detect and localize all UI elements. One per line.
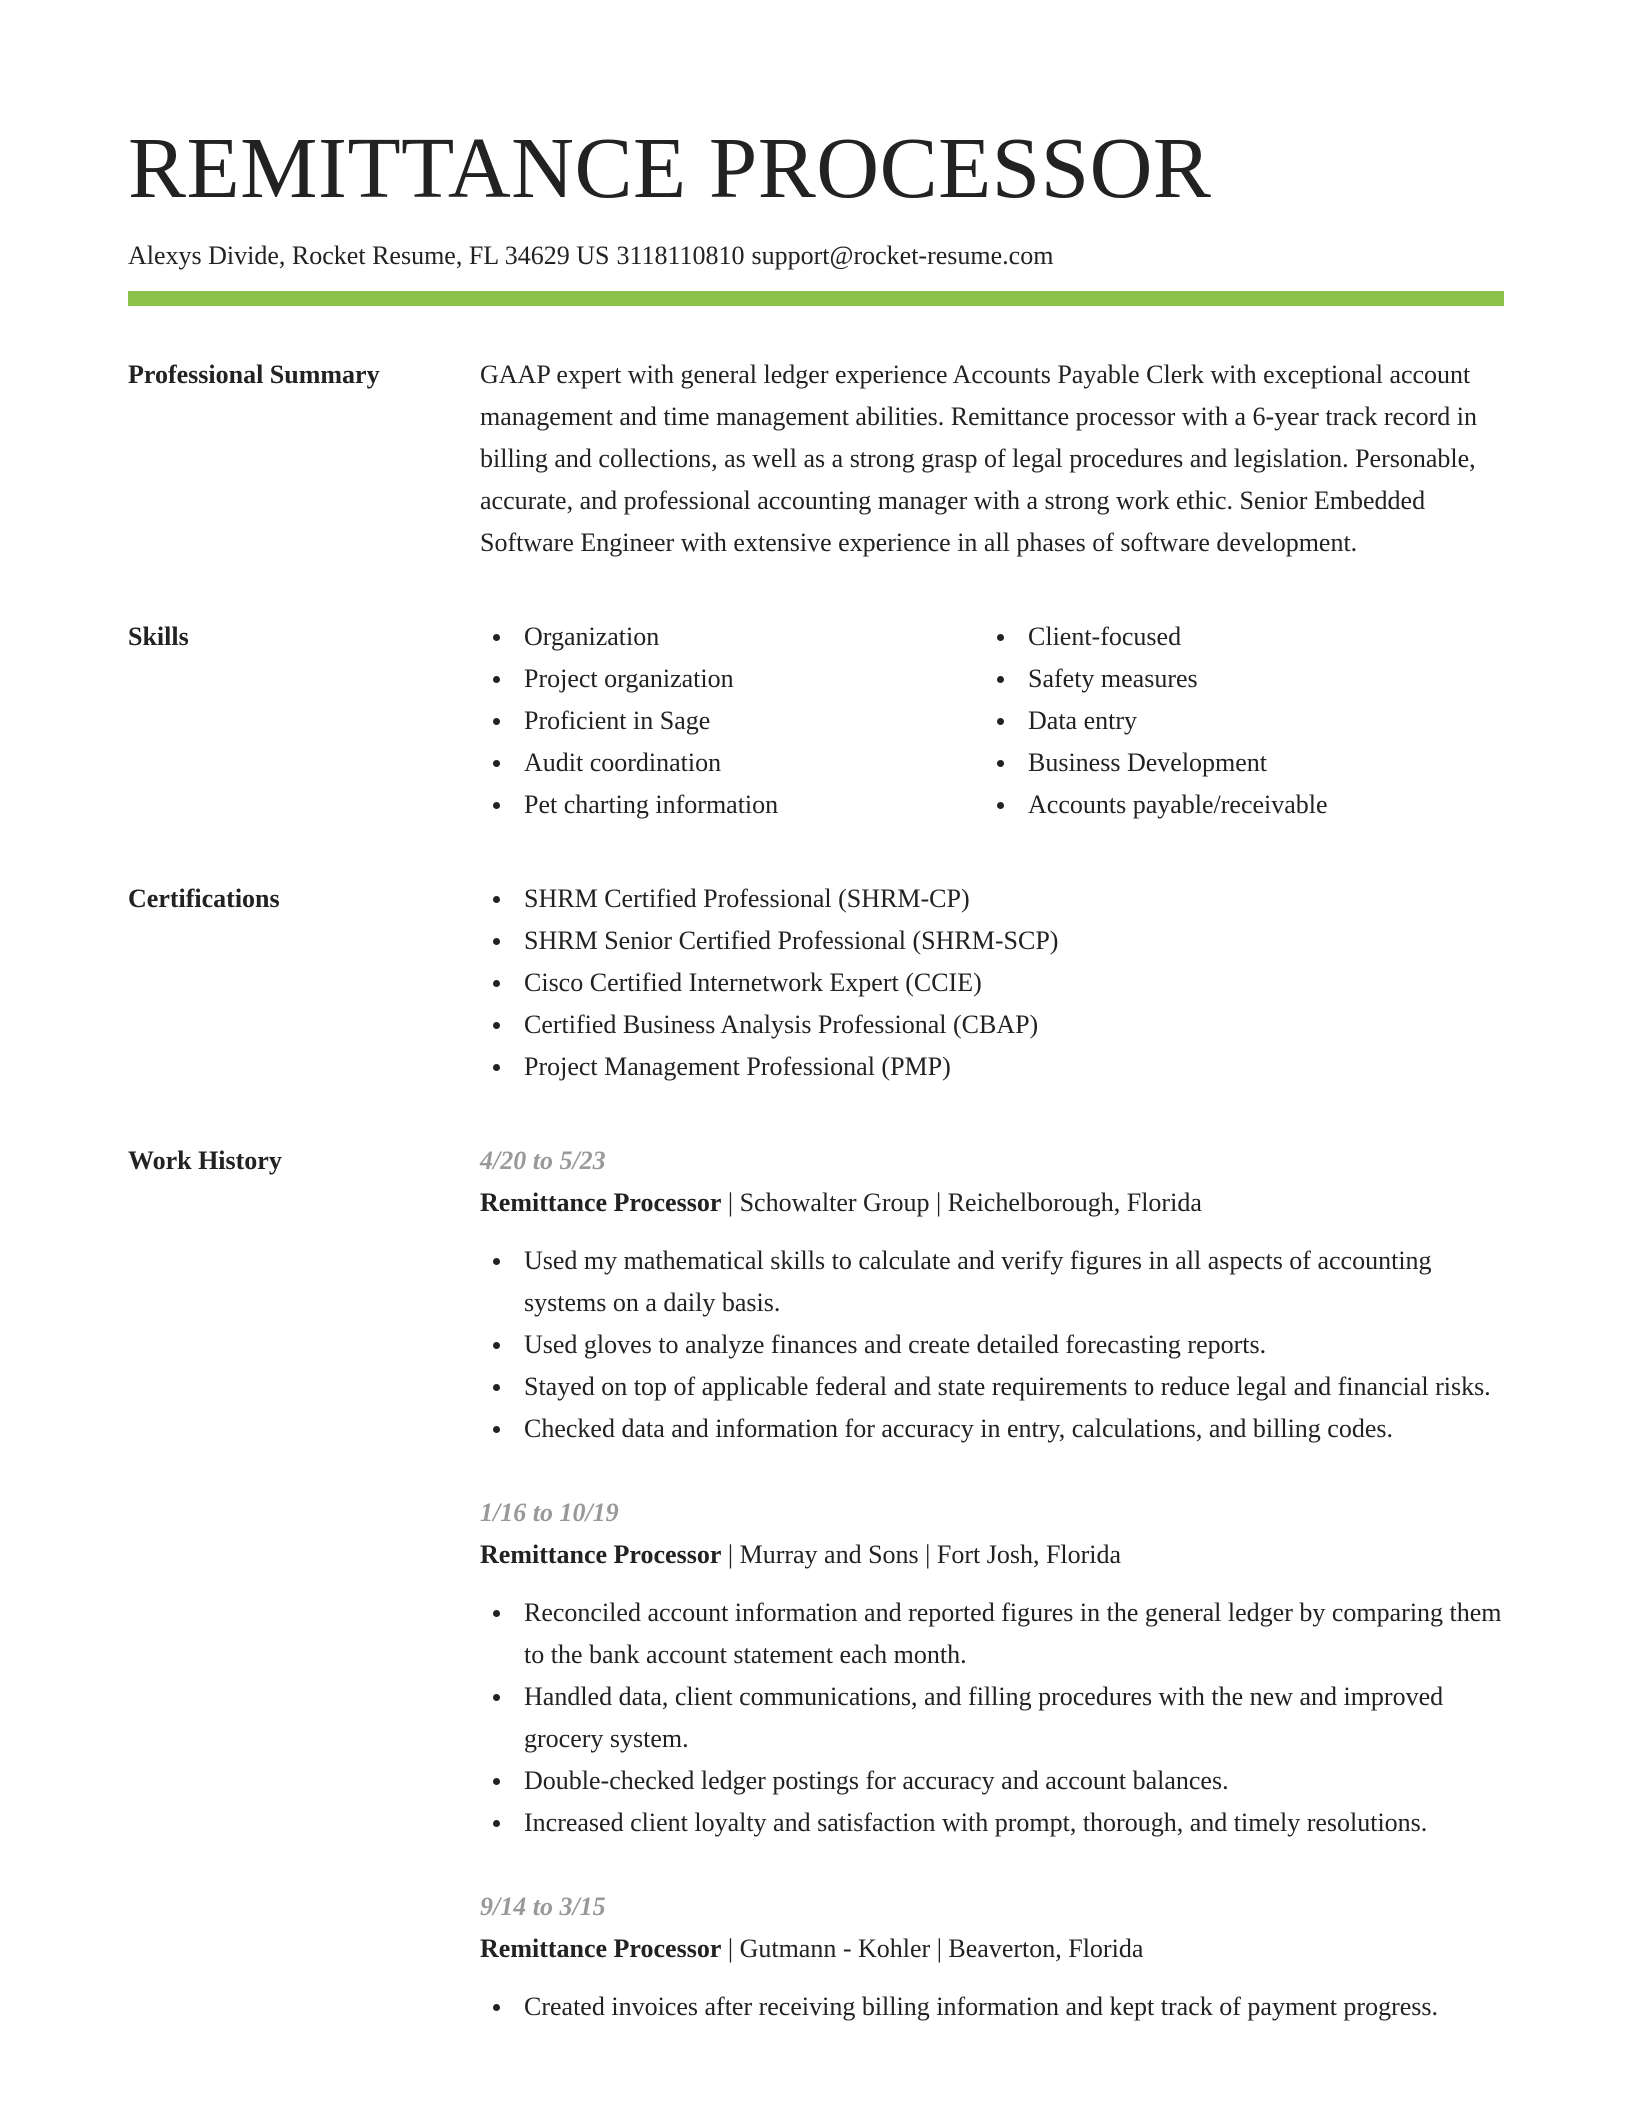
work-history-section — [128, 1140, 1504, 2028]
skill-item: Safety measures — [984, 658, 1488, 700]
job-bullet: Handled data, client communications, and filling procedures with the new and improved grocery system. — [480, 1676, 1504, 1760]
resume-page — [128, 0, 1504, 2028]
job-details: | Gutmann - Kohler | Beaverton, Florida — [721, 1934, 1144, 1963]
job-header — [480, 1534, 1504, 1576]
header-divider — [128, 291, 1504, 306]
skills-heading: Skills — [128, 622, 189, 651]
skill-item: Client-focused — [984, 616, 1488, 658]
skill-item: Pet charting information — [480, 784, 984, 826]
job-entry — [480, 1140, 1504, 1450]
certifications-section — [128, 878, 1504, 1088]
certification-item: SHRM Senior Certified Professional (SHRM-SCP) — [480, 920, 1504, 962]
job-bullets — [480, 1592, 1504, 1844]
skill-item: Audit coordination — [480, 742, 984, 784]
certification-item: Project Management Professional (PMP) — [480, 1046, 1504, 1088]
job-dates: 1/16 to 10/19 — [480, 1498, 619, 1527]
skill-item: Data entry — [984, 700, 1488, 742]
job-header — [480, 1182, 1504, 1224]
summary-text: GAAP expert with general ledger experience Accounts Payable Clerk with exceptional account management and time management abilities. Remittance processor with a 6-year track record in billing and collections, as well as a strong grasp of legal procedures and legislation. Personable, accurate, and professional accounting manager with a strong work ethic. Senior Embedded Software Engineer with extensive experience in all phases of software development. — [480, 360, 1478, 557]
job-bullet: Stayed on top of applicable federal and state requirements to reduce legal and financial risks. — [480, 1366, 1504, 1408]
skill-item: Project organization — [480, 658, 984, 700]
skill-item: Organization — [480, 616, 984, 658]
job-bullets — [480, 1986, 1504, 2028]
job-bullet: Double-checked ledger postings for accuracy and account balances. — [480, 1760, 1504, 1802]
contact-address: Alexys Divide, Rocket Resume, FL 34629 US — [128, 241, 610, 270]
skills-section — [128, 616, 1504, 826]
job-header — [480, 1928, 1504, 1970]
contact-line — [128, 238, 1504, 274]
certification-item: Certified Business Analysis Professional (CBAP) — [480, 1004, 1504, 1046]
job-details: | Murray and Sons | Fort Josh, Florida — [721, 1540, 1122, 1569]
job-dates: 4/20 to 5/23 — [480, 1146, 606, 1175]
job-title: Remittance Processor — [480, 1540, 722, 1569]
certification-item: SHRM Certified Professional (SHRM-CP) — [480, 878, 1504, 920]
work-history-heading: Work History — [128, 1146, 282, 1175]
skill-item: Business Development — [984, 742, 1488, 784]
job-bullet: Used my mathematical skills to calculate and verify figures in all aspects of accounting systems on a daily basis. — [480, 1240, 1504, 1324]
skills-list-right — [984, 616, 1488, 826]
summary-section — [128, 354, 1504, 564]
job-title: Remittance Processor — [480, 1188, 722, 1217]
job-title: Remittance Processor — [480, 1934, 722, 1963]
job-bullet: Created invoices after receiving billing information and kept track of payment progress. — [480, 1986, 1504, 2028]
contact-phone: 3118110810 — [616, 241, 745, 270]
contact-email[interactable]: support@rocket-resume.com — [751, 241, 1054, 270]
job-dates: 9/14 to 3/15 — [480, 1892, 606, 1921]
summary-heading: Professional Summary — [128, 360, 380, 389]
job-bullet: Reconciled account information and reported figures in the general ledger by comparing them to the bank account statement each month. — [480, 1592, 1504, 1676]
job-bullet: Used gloves to analyze finances and create detailed forecasting reports. — [480, 1324, 1504, 1366]
job-entry — [480, 1492, 1504, 1844]
resume-name: REMITTANCE PROCESSOR — [128, 119, 1212, 216]
skill-item: Accounts payable/receivable — [984, 784, 1488, 826]
skills-list-left — [480, 616, 984, 826]
certifications-list — [480, 878, 1504, 1088]
certification-item: Cisco Certified Internetwork Expert (CCIE) — [480, 962, 1504, 1004]
job-bullet: Checked data and information for accuracy in entry, calculations, and billing codes. — [480, 1408, 1504, 1450]
certifications-heading: Certifications — [128, 884, 280, 913]
job-details: | Schowalter Group | Reichelborough, Florida — [721, 1188, 1202, 1217]
job-bullet: Increased client loyalty and satisfaction with prompt, thorough, and timely resolutions. — [480, 1802, 1504, 1844]
job-bullets — [480, 1240, 1504, 1450]
job-entry — [480, 1886, 1504, 2028]
skill-item: Proficient in Sage — [480, 700, 984, 742]
